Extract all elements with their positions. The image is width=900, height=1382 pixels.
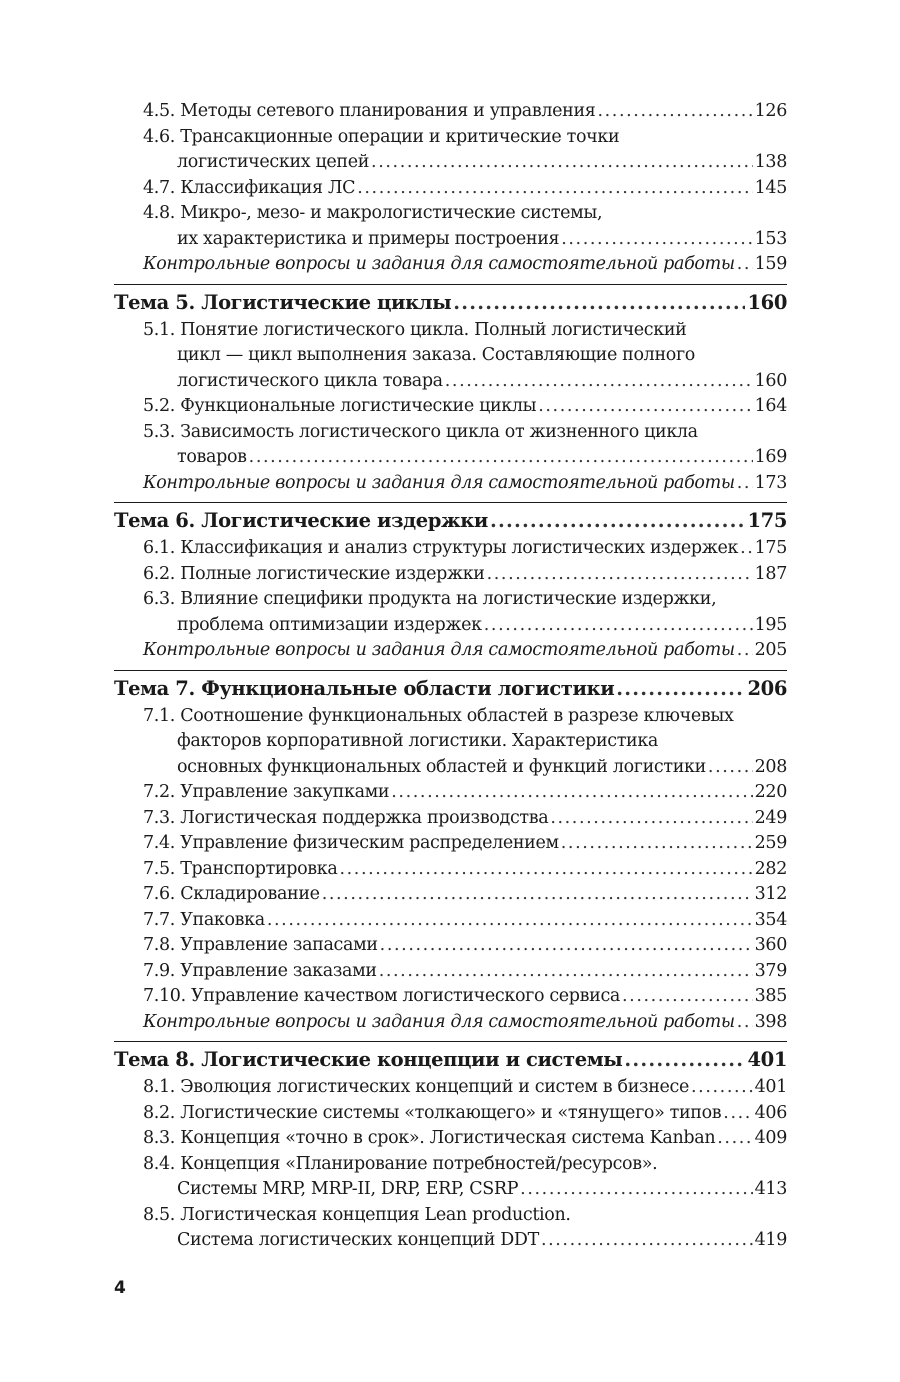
toc-entry-title: 6.1. Классификация и анализ структуры логистических издержек — [143, 538, 739, 558]
dot-leader — [624, 1048, 745, 1072]
toc-page-number: 220 — [754, 782, 787, 802]
dot-leader — [622, 984, 753, 1010]
dot-leader — [487, 562, 753, 588]
toc-entry-title: 8.3. Концепция «точно в срок». Логистическая система Kanban — [143, 1128, 716, 1148]
dot-leader — [737, 1010, 753, 1036]
toc-topic-heading — [114, 670, 787, 704]
toc-entry-title: факторов корпоративной логистики. Характеристика — [177, 731, 659, 751]
toc-page-number: 205 — [754, 640, 787, 660]
toc-entry-title: Система логистических концепций DDT — [177, 1230, 539, 1250]
toc-entry-title: 4.8. Микро-, мезо- и макрологистические системы, — [143, 203, 603, 223]
toc-entry — [114, 959, 787, 985]
dot-leader — [357, 176, 752, 202]
toc-page-number: 312 — [754, 884, 787, 904]
toc-page-number: 187 — [754, 563, 787, 584]
dot-leader — [490, 509, 746, 533]
toc-entry-title: цикл — цикл выполнения заказа. Составляющие полного — [177, 345, 695, 365]
dot-leader — [445, 369, 753, 395]
dot-leader — [737, 252, 753, 278]
toc-entry — [114, 318, 787, 344]
toc-entry-title: 7.6. Складирование — [143, 884, 320, 904]
toc-entry-title: 4.6. Трансакционные операции и критические точки — [143, 126, 620, 147]
toc-entry-title: 8.2. Логистические системы «толкающего» и «тянущего» типов — [143, 1102, 722, 1123]
toc-entry-title: их характеристика и примеры построения — [177, 228, 560, 249]
toc-control-questions — [114, 471, 787, 497]
toc-page-number: 401 — [754, 1077, 787, 1097]
dot-leader — [391, 780, 752, 806]
toc-entry-title: Контрольные вопросы и задания для самостоятельной работы — [143, 1011, 735, 1032]
toc-entry-title: 7.9. Управление заказами — [143, 960, 377, 981]
toc-page-number: 169 — [754, 447, 787, 467]
dot-leader — [380, 933, 753, 959]
toc-entry-title: 7.7. Упаковка — [143, 909, 265, 930]
toc-page-number: 145 — [754, 177, 787, 198]
toc-entry — [114, 755, 787, 781]
toc-entry — [114, 933, 787, 959]
toc-page-number: 249 — [754, 807, 787, 828]
toc-page-number: 164 — [754, 396, 787, 416]
toc-entry-title: Контрольные вопросы и задания для самостоятельной работы — [143, 472, 735, 493]
toc-entry-title: логистических цепей — [177, 152, 370, 172]
toc-page-number: 401 — [747, 1048, 787, 1071]
toc-page-number: 126 — [754, 101, 787, 121]
toc-page-number: 354 — [754, 909, 787, 930]
toc-entry-title: 5.2. Функциональные логистические циклы — [143, 396, 537, 416]
toc-entry — [114, 536, 787, 562]
toc-entry-title: 7.2. Управление закупками — [143, 782, 390, 802]
dot-leader — [520, 1177, 752, 1203]
toc-entry-title: 6.3. Влияние специфики продукта на логистические издержки, — [143, 589, 717, 609]
toc-entry-title: 8.4. Концепция «Планирование потребностей/ресурсов». — [143, 1153, 658, 1174]
dot-leader — [597, 99, 752, 125]
toc-entry — [114, 420, 787, 446]
toc-page-number: 160 — [747, 290, 787, 314]
toc-page-number: 159 — [754, 254, 787, 274]
toc-entry-title: 5.1. Понятие логистического цикла. Полный логистический — [143, 319, 687, 340]
toc-entry-title: 7.5. Транспортировка — [143, 858, 338, 879]
dot-leader — [484, 613, 753, 639]
dot-leader — [737, 638, 753, 664]
toc-entry-title: Тема 6. Логистические издержки — [114, 509, 488, 532]
toc-entry-title: 4.7. Классификация ЛС — [143, 177, 356, 198]
toc-page-number: 419 — [754, 1230, 787, 1250]
toc-page-number: 409 — [754, 1128, 787, 1148]
toc-entry — [114, 613, 787, 639]
toc-entry — [114, 908, 787, 934]
page-number: 4 — [114, 1278, 126, 1298]
toc-topic-heading — [114, 502, 787, 536]
toc-entry-title: 4.5. Методы сетевого планирования и управления — [143, 101, 596, 121]
toc-entry-title: 6.2. Полные логистические издержки — [143, 563, 485, 584]
toc-entry — [114, 369, 787, 395]
dot-leader — [723, 1101, 752, 1127]
dot-leader — [371, 150, 753, 176]
toc-entry — [114, 831, 787, 857]
toc-control-questions — [114, 638, 787, 664]
toc-page-number: 406 — [754, 1102, 787, 1123]
toc-page-number: 153 — [754, 228, 787, 249]
toc-entry-title: 7.3. Логистическая поддержка производства — [143, 807, 549, 828]
toc-entry-title: товаров — [177, 447, 247, 467]
toc-page-number: 195 — [754, 614, 787, 635]
toc-entry-title: Контрольные вопросы и задания для самостоятельной работы — [143, 640, 735, 660]
dot-leader — [708, 755, 753, 781]
toc-entry-title: логистического цикла товара — [177, 370, 443, 391]
toc-entry-title: 7.4. Управление физическим распределением — [143, 833, 559, 853]
toc-entry — [114, 445, 787, 471]
toc-page-number: 398 — [754, 1011, 787, 1032]
toc-page-number: 413 — [754, 1179, 787, 1199]
toc-entry-title: Системы MRP, MRP-II, DRP, ERP, CSRP — [177, 1179, 519, 1199]
toc-entry — [114, 562, 787, 588]
toc-page-number: 206 — [747, 676, 787, 700]
toc-entry — [114, 780, 787, 806]
dot-leader — [717, 1126, 752, 1152]
dot-leader — [267, 908, 753, 934]
dot-leader — [737, 471, 753, 497]
toc-topic-heading — [114, 284, 787, 318]
toc-entry — [114, 984, 787, 1010]
toc-control-questions — [114, 252, 787, 278]
toc-entry — [114, 1075, 787, 1101]
dot-leader — [616, 677, 745, 701]
toc-entry — [114, 882, 787, 908]
toc-entry — [114, 394, 787, 420]
toc-entry-title: проблема оптимизации издержек — [177, 614, 482, 635]
dot-leader — [249, 445, 753, 471]
toc-entry-title: 7.10. Управление качеством логистического сервиса — [143, 986, 621, 1006]
toc-entry — [114, 806, 787, 832]
toc-entry-title: Тема 5. Логистические циклы — [114, 290, 452, 314]
dot-leader — [740, 536, 753, 562]
toc-page-number: 175 — [754, 538, 787, 558]
toc-page-number: 385 — [754, 986, 787, 1006]
toc-entry — [114, 99, 787, 125]
dot-leader — [538, 394, 752, 420]
toc-entry-title: Тема 7. Функциональные области логистики — [114, 676, 615, 700]
toc-control-questions — [114, 1010, 787, 1036]
toc-entry — [114, 150, 787, 176]
toc-entry — [114, 227, 787, 253]
toc-topic-heading — [114, 1041, 787, 1075]
toc-entry-title: 7.8. Управление запасами — [143, 935, 378, 955]
toc-entry — [114, 729, 787, 755]
dot-leader — [322, 882, 753, 908]
toc-entry-title: основных функциональных областей и функций логистики — [177, 756, 706, 777]
toc-entry — [114, 1126, 787, 1152]
toc-entry — [114, 201, 787, 227]
toc-entry — [114, 125, 787, 151]
toc-page-number: 175 — [747, 509, 787, 532]
toc-page-number: 208 — [754, 756, 787, 777]
toc-entry — [114, 1203, 787, 1229]
toc-entry — [114, 1101, 787, 1127]
toc-entry-title: 8.1. Эволюция логистических концепций и систем в бизнесе — [143, 1077, 689, 1097]
dot-leader — [561, 831, 753, 857]
toc-page-number: 360 — [754, 935, 787, 955]
toc-entry-title: 7.1. Соотношение функциональных областей в разрезе ключевых — [143, 705, 734, 726]
toc-entry — [114, 343, 787, 369]
toc-entry — [114, 1228, 787, 1254]
toc-page-number: 379 — [754, 960, 787, 981]
toc-page-number: 259 — [754, 833, 787, 853]
dot-leader — [379, 959, 753, 985]
toc-entry — [114, 1152, 787, 1178]
toc-page-number: 138 — [754, 152, 787, 172]
toc-entry — [114, 176, 787, 202]
dot-leader — [453, 291, 745, 315]
dot-leader — [541, 1228, 753, 1254]
toc-entry — [114, 704, 787, 730]
toc-entry — [114, 587, 787, 613]
toc-entry — [114, 1177, 787, 1203]
toc-entry — [114, 857, 787, 883]
dot-leader — [561, 227, 752, 253]
toc-page-number: 282 — [754, 858, 787, 879]
toc-page-number: 173 — [754, 472, 787, 493]
table-of-contents — [114, 99, 787, 1254]
toc-page-number: 160 — [754, 370, 787, 391]
toc-entry-title: 5.3. Зависимость логистического цикла от жизненного цикла — [143, 421, 698, 442]
toc-entry-title: Контрольные вопросы и задания для самостоятельной работы — [143, 254, 735, 274]
toc-entry-title: Тема 8. Логистические концепции и системы — [114, 1048, 623, 1071]
toc-entry-title: 8.5. Логистическая концепция Lean production. — [143, 1204, 571, 1225]
dot-leader — [691, 1075, 753, 1101]
dot-leader — [339, 857, 752, 883]
dot-leader — [550, 806, 752, 832]
